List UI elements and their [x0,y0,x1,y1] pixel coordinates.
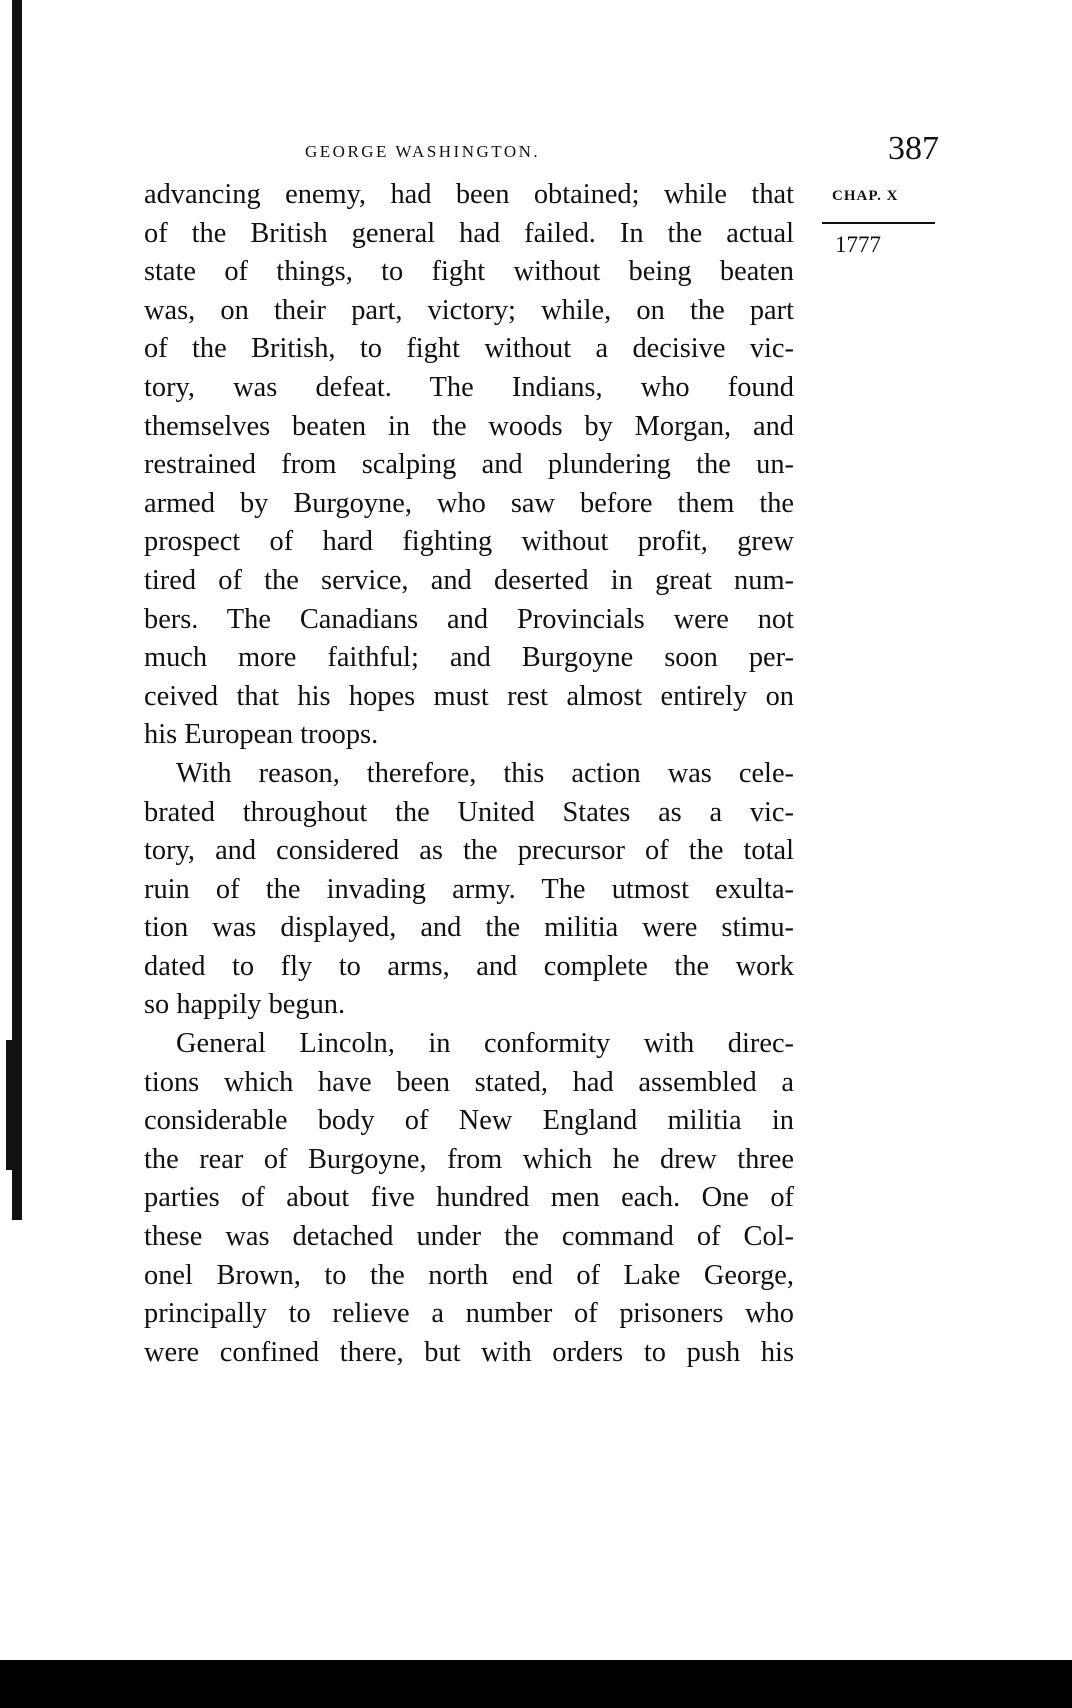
text-line: of the British, to fight without a decisive vic- [144,333,794,365]
text-line: advancing enemy, had been obtained; while that [144,179,794,210]
text-line: ceived that his hopes must rest almost entirely on [144,680,794,712]
text-line: tory, was defeat. The Indians, who found [144,371,794,403]
book-binding-shadow [12,0,22,1220]
text-line: principally to relieve a number of prisoners who [144,1298,794,1330]
text-line: prospect of hard fighting without profit, grew [144,526,794,558]
text-line: was, on their part, victory; while, on the part [144,294,794,326]
text-line: considerable body of New England militia in [144,1105,794,1137]
text-line: With reason, therefore, this action was cele- [176,757,794,789]
text-line: dated to fly to arms, and complete the work [144,950,794,982]
text-line: so happily begun. [144,989,346,1021]
margin-rule [822,222,935,224]
text-line: these was detached under the command of Col- [144,1221,794,1253]
margin-year: 1777 [835,232,881,257]
text-line: the rear of Burgoyne, from which he drew three [144,1143,794,1175]
text-line: brated throughout the United States as a vic- [144,796,794,828]
text-line: themselves beaten in the woods by Morgan, and [144,410,794,442]
page-bottom-edge [0,1660,1072,1708]
text-line: state of things, to fight without being beaten [144,256,794,288]
text-line: General Lincoln, in conformity with direc- [176,1028,794,1060]
text-line: parties of about five hundred men each. One of [144,1182,794,1214]
text-line: much more faithful; and Burgoyne soon per- [144,642,794,674]
text-line: armed by Burgoyne, who saw before them the [144,487,794,519]
text-line: were confined there, but with orders to push his [144,1336,794,1368]
text-line: tion was displayed, and the militia were stimu- [144,912,794,944]
text-line: ruin of the invading army. The utmost exulta- [144,873,794,905]
text-line: tired of the service, and deserted in great num- [144,564,794,596]
body-text [144,176,794,1372]
running-head: GEORGE WASHINGTON. [305,142,541,161]
text-line: of the British general had failed. In the actual [144,217,794,249]
text-line: restrained from scalping and plundering the un- [144,449,794,481]
text-line: onel Brown, to the north end of Lake George, [144,1259,794,1291]
book-binding-shadow-lower [6,1040,12,1170]
text-line: tions which have been stated, had assembled a [144,1066,794,1098]
page-number: 387 [888,130,939,167]
margin-chapter: CHAP. X [832,188,899,204]
text-line: bers. The Canadians and Provincials were not [144,603,794,635]
text-line: tory, and considered as the precursor of the total [144,835,794,867]
text-line: his European troops. [144,719,379,751]
